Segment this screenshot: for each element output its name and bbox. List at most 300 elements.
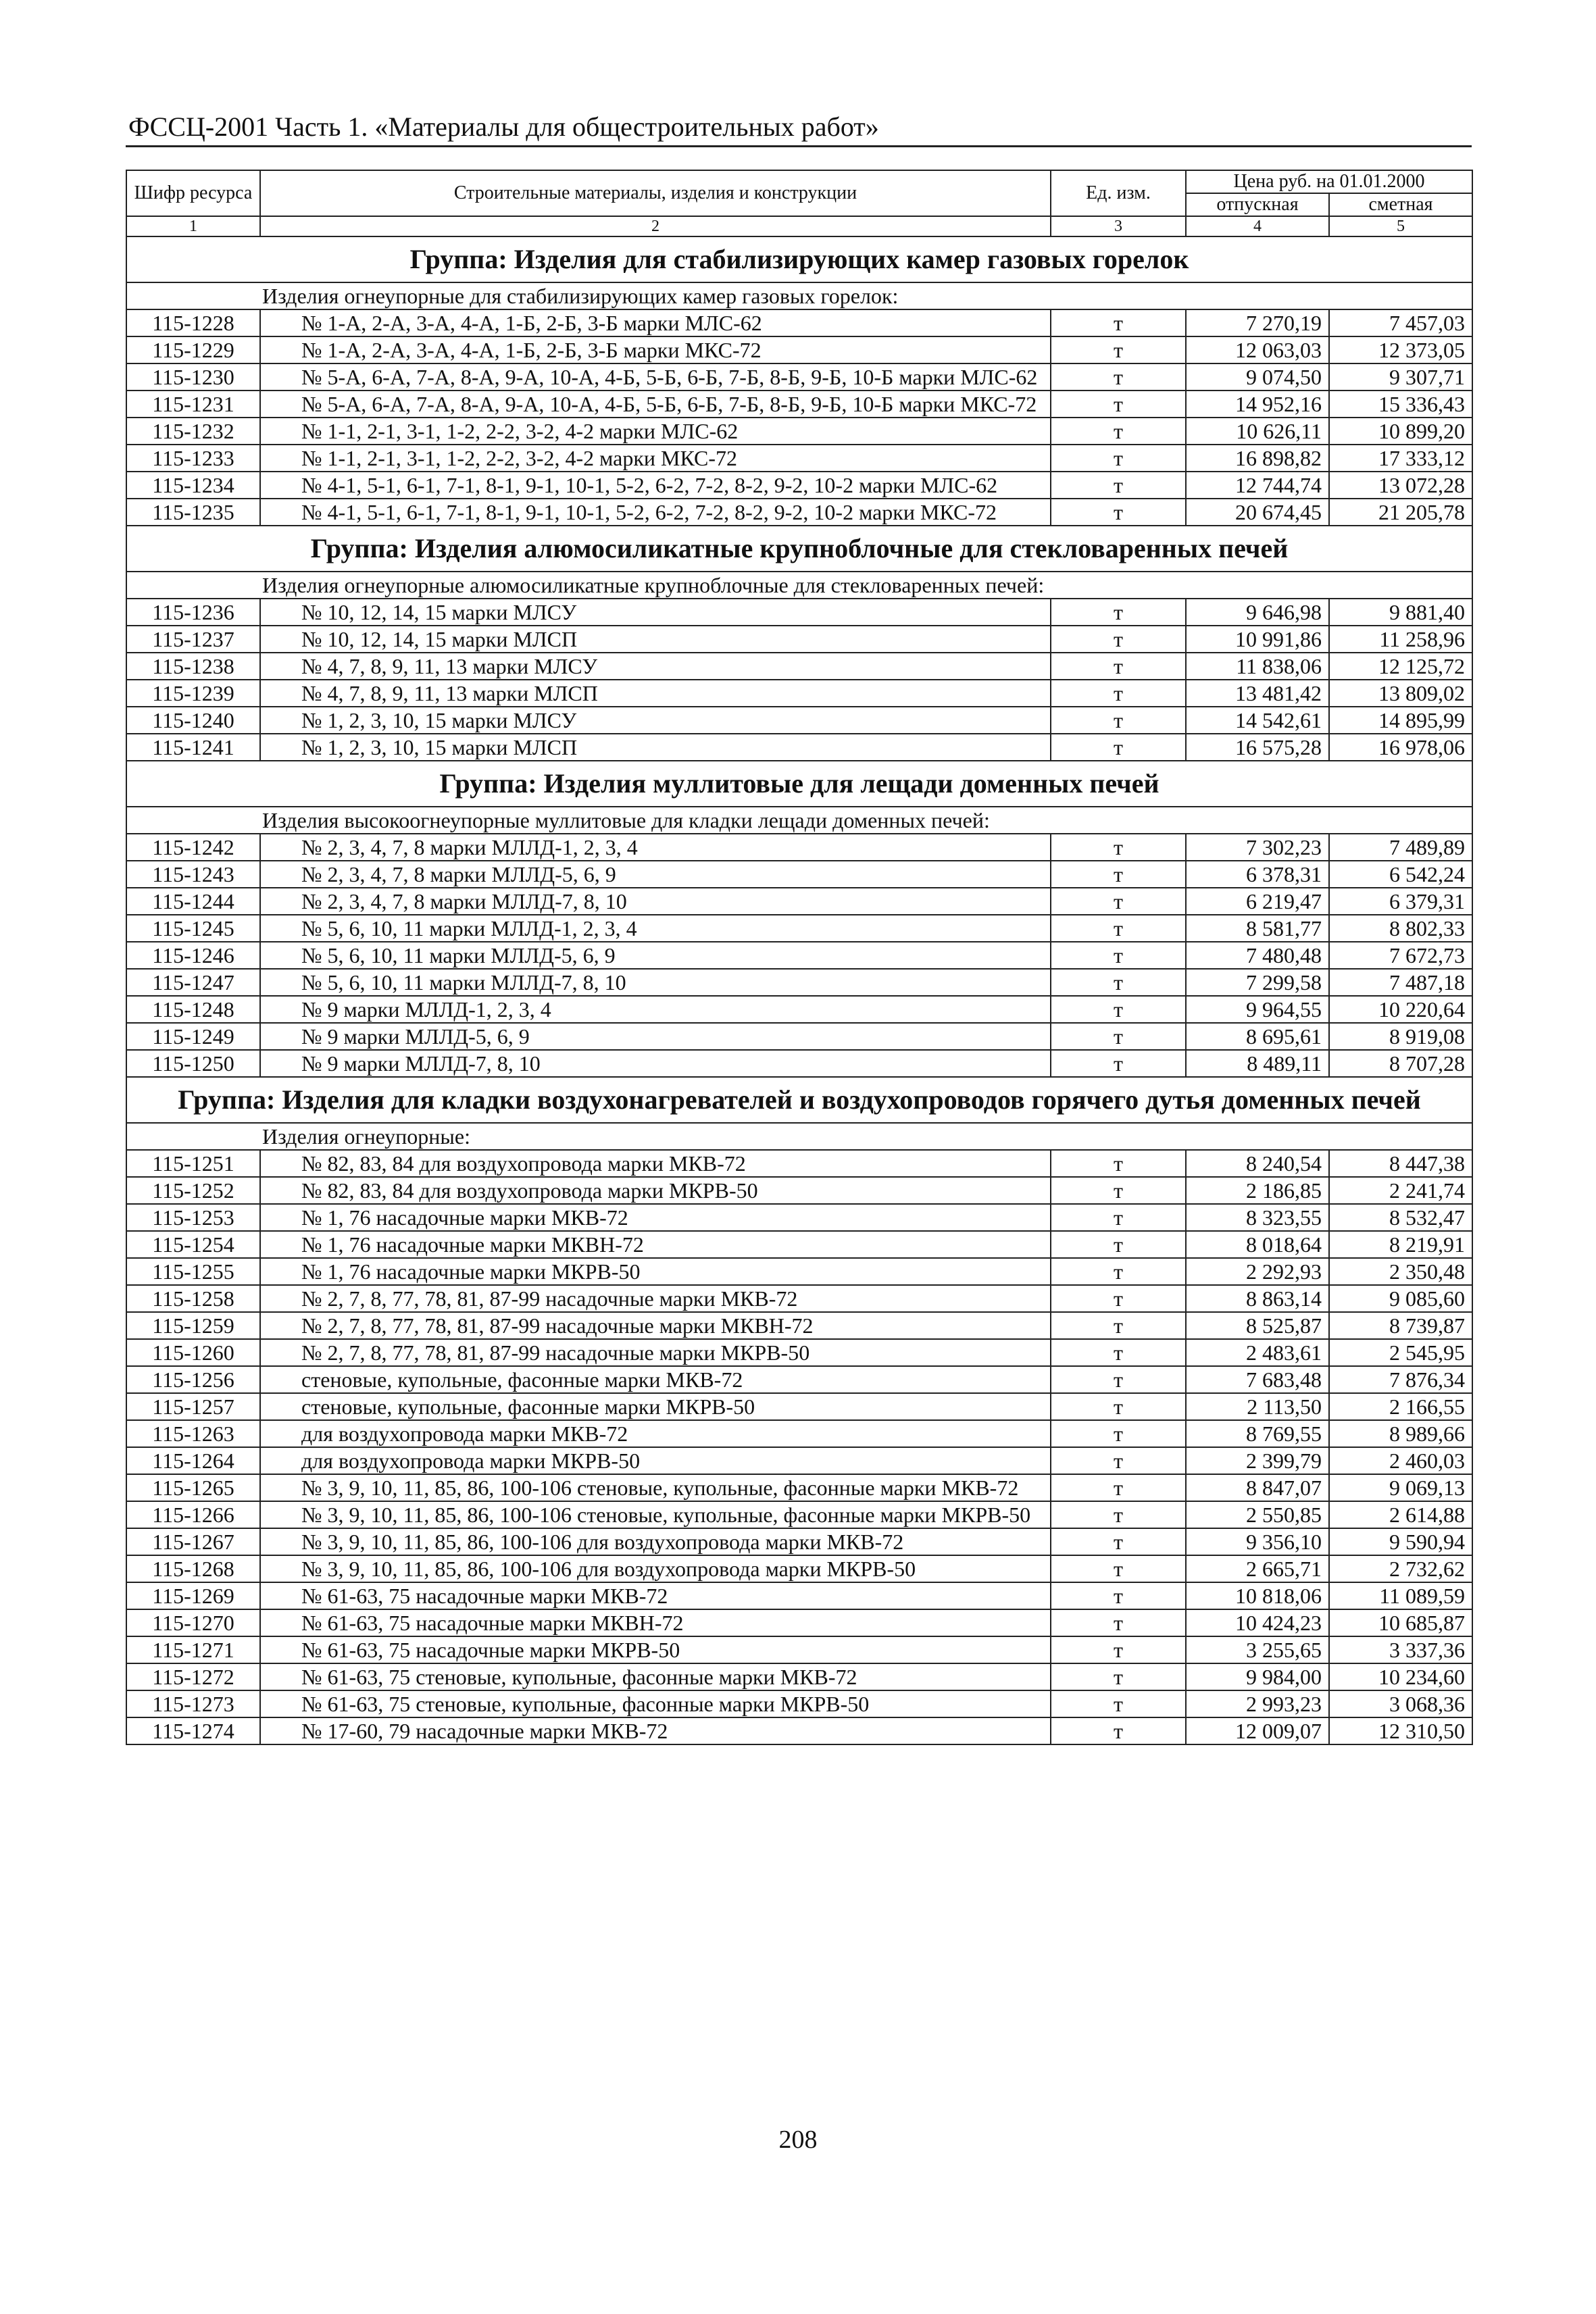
release-price: 2 550,85	[1186, 1501, 1329, 1528]
group-row	[126, 236, 1472, 282]
unit-cell: т	[1051, 499, 1186, 526]
table-row	[126, 1366, 1472, 1393]
table-header-row	[126, 170, 1472, 193]
resource-code: 115-1258	[126, 1285, 260, 1312]
release-price: 7 270,19	[1186, 309, 1329, 336]
unit-cell: т	[1051, 1231, 1186, 1258]
table-row	[126, 363, 1472, 391]
release-price: 9 356,10	[1186, 1528, 1329, 1555]
group-row	[126, 1077, 1472, 1123]
unit-cell: т	[1051, 1023, 1186, 1050]
subheading-text: Изделия огнеупорные алюмосиликатные крупноблочные для стекловаренных печей:	[126, 572, 1472, 599]
unit-cell: т	[1051, 834, 1186, 861]
estimate-price: 7 487,18	[1329, 969, 1472, 996]
estimate-price: 2 545,95	[1329, 1339, 1472, 1366]
resource-code: 115-1240	[126, 707, 260, 734]
unit-cell: т	[1051, 1339, 1186, 1366]
release-price: 12 063,03	[1186, 336, 1329, 363]
material-name: № 1-1, 2-1, 3-1, 1-2, 2-2, 3-2, 4-2 марки МКС-72	[260, 445, 1051, 472]
release-price: 8 863,14	[1186, 1285, 1329, 1312]
table-row	[126, 1474, 1472, 1501]
resource-code: 115-1236	[126, 599, 260, 626]
release-price: 2 665,71	[1186, 1555, 1329, 1582]
resource-code: 115-1245	[126, 915, 260, 942]
resource-code: 115-1246	[126, 942, 260, 969]
table-row	[126, 445, 1472, 472]
resource-code: 115-1248	[126, 996, 260, 1023]
material-name: № 3, 9, 10, 11, 85, 86, 100-106 стеновые, купольные, фасонные марки МКВ-72	[260, 1474, 1051, 1501]
unit-cell: т	[1051, 1663, 1186, 1690]
table-row	[126, 1023, 1472, 1050]
resource-code: 115-1238	[126, 653, 260, 680]
estimate-price: 16 978,06	[1329, 734, 1472, 761]
release-price: 9 074,50	[1186, 363, 1329, 391]
material-name: № 2, 3, 4, 7, 8 марки МЛЛД-5, 6, 9	[260, 861, 1051, 888]
unit-cell: т	[1051, 1501, 1186, 1528]
release-price: 10 818,06	[1186, 1582, 1329, 1609]
table-row	[126, 472, 1472, 499]
material-name: для воздухопровода марки МКРВ-50	[260, 1447, 1051, 1474]
table-row	[126, 1555, 1472, 1582]
resource-code: 115-1239	[126, 680, 260, 707]
unit-cell: т	[1051, 969, 1186, 996]
unit-cell: т	[1051, 861, 1186, 888]
unit-cell: т	[1051, 391, 1186, 418]
column-number: 3	[1051, 216, 1186, 236]
release-price: 8 240,54	[1186, 1150, 1329, 1177]
estimate-price: 2 732,62	[1329, 1555, 1472, 1582]
unit-cell: т	[1051, 418, 1186, 445]
estimate-price: 7 876,34	[1329, 1366, 1472, 1393]
material-name: № 4-1, 5-1, 6-1, 7-1, 8-1, 9-1, 10-1, 5-2, 6-2, 7-2, 8-2, 9-2, 10-2 марки МЛС-62	[260, 472, 1051, 499]
material-name: № 61-63, 75 насадочные марки МКВН-72	[260, 1609, 1051, 1636]
estimate-price: 2 350,48	[1329, 1258, 1472, 1285]
release-price: 16 575,28	[1186, 734, 1329, 761]
table-row	[126, 915, 1472, 942]
group-row	[126, 761, 1472, 807]
material-name: № 1-А, 2-А, 3-А, 4-А, 1-Б, 2-Б, 3-Б марки МЛС-62	[260, 309, 1051, 336]
resource-code: 115-1273	[126, 1690, 260, 1717]
resource-code: 115-1235	[126, 499, 260, 526]
resource-code: 115-1237	[126, 626, 260, 653]
material-name: № 1, 76 насадочные марки МКВН-72	[260, 1231, 1051, 1258]
table-row	[126, 1636, 1472, 1663]
column-number: 5	[1329, 216, 1472, 236]
resource-code: 115-1251	[126, 1150, 260, 1177]
resource-code: 115-1272	[126, 1663, 260, 1690]
release-price: 6 219,47	[1186, 888, 1329, 915]
release-price: 9 646,98	[1186, 599, 1329, 626]
table-row	[126, 1231, 1472, 1258]
resource-code: 115-1255	[126, 1258, 260, 1285]
unit-cell: т	[1051, 653, 1186, 680]
resource-code: 115-1234	[126, 472, 260, 499]
page-number: 208	[778, 2126, 818, 2154]
resource-code: 115-1270	[126, 1609, 260, 1636]
estimate-price: 6 379,31	[1329, 888, 1472, 915]
resource-code: 115-1254	[126, 1231, 260, 1258]
unit-cell: т	[1051, 1312, 1186, 1339]
header-name: Строительные материалы, изделия и конструкции	[260, 170, 1051, 216]
release-price: 2 292,93	[1186, 1258, 1329, 1285]
estimate-price: 10 685,87	[1329, 1609, 1472, 1636]
estimate-price: 8 802,33	[1329, 915, 1472, 942]
material-name: № 3, 9, 10, 11, 85, 86, 100-106 стеновые, купольные, фасонные марки МКРВ-50	[260, 1501, 1051, 1528]
estimate-price: 15 336,43	[1329, 391, 1472, 418]
unit-cell: т	[1051, 1420, 1186, 1447]
unit-cell: т	[1051, 734, 1186, 761]
estimate-price: 6 542,24	[1329, 861, 1472, 888]
unit-cell: т	[1051, 1177, 1186, 1204]
table-row	[126, 1339, 1472, 1366]
estimate-price: 11 089,59	[1329, 1582, 1472, 1609]
column-number-row	[126, 216, 1472, 236]
unit-cell: т	[1051, 599, 1186, 626]
unit-cell: т	[1051, 1582, 1186, 1609]
estimate-price: 8 532,47	[1329, 1204, 1472, 1231]
release-price: 12 009,07	[1186, 1717, 1329, 1744]
table-row	[126, 1528, 1472, 1555]
estimate-price: 9 069,13	[1329, 1474, 1472, 1501]
release-price: 9 964,55	[1186, 996, 1329, 1023]
resource-code: 115-1247	[126, 969, 260, 996]
unit-cell: т	[1051, 915, 1186, 942]
resource-code: 115-1230	[126, 363, 260, 391]
material-name: № 17-60, 79 насадочные марки МКВ-72	[260, 1717, 1051, 1744]
estimate-price: 8 739,87	[1329, 1312, 1472, 1339]
material-name: № 9 марки МЛЛД-7, 8, 10	[260, 1050, 1051, 1077]
material-name: № 2, 3, 4, 7, 8 марки МЛЛД-7, 8, 10	[260, 888, 1051, 915]
release-price: 11 838,06	[1186, 653, 1329, 680]
table-row	[126, 653, 1472, 680]
unit-cell: т	[1051, 1717, 1186, 1744]
unit-cell: т	[1051, 363, 1186, 391]
unit-cell: т	[1051, 1447, 1186, 1474]
table-row	[126, 680, 1472, 707]
estimate-price: 14 895,99	[1329, 707, 1472, 734]
table-row	[126, 336, 1472, 363]
release-price: 8 581,77	[1186, 915, 1329, 942]
unit-cell: т	[1051, 707, 1186, 734]
unit-cell: т	[1051, 1528, 1186, 1555]
table-row	[126, 626, 1472, 653]
group-title: Группа: Изделия для кладки воздухонагревателей и воздухопроводов горячего дутья доменных печей	[126, 1077, 1472, 1123]
resource-code: 115-1228	[126, 309, 260, 336]
material-name: № 61-63, 75 насадочные марки МКВ-72	[260, 1582, 1051, 1609]
price-table	[126, 170, 1473, 1745]
estimate-price: 11 258,96	[1329, 626, 1472, 653]
table-row	[126, 969, 1472, 996]
table-row	[126, 1312, 1472, 1339]
page-header-title: ФССЦ-2001 Часть 1. «Материалы для общестроительных работ»	[128, 111, 879, 142]
unit-cell: т	[1051, 1393, 1186, 1420]
estimate-price: 9 590,94	[1329, 1528, 1472, 1555]
release-price: 10 991,86	[1186, 626, 1329, 653]
estimate-price: 17 333,12	[1329, 445, 1472, 472]
release-price: 8 695,61	[1186, 1023, 1329, 1050]
estimate-price: 7 672,73	[1329, 942, 1472, 969]
release-price: 2 113,50	[1186, 1393, 1329, 1420]
estimate-price: 3 337,36	[1329, 1636, 1472, 1663]
resource-code: 115-1260	[126, 1339, 260, 1366]
estimate-price: 3 068,36	[1329, 1690, 1472, 1717]
material-name: № 10, 12, 14, 15 марки МЛСП	[260, 626, 1051, 653]
release-price: 16 898,82	[1186, 445, 1329, 472]
resource-code: 115-1253	[126, 1204, 260, 1231]
table-row	[126, 1204, 1472, 1231]
material-name: № 5, 6, 10, 11 марки МЛЛД-7, 8, 10	[260, 969, 1051, 996]
header-unit: Ед. изм.	[1051, 170, 1186, 216]
subheading-row	[126, 572, 1472, 599]
material-name: № 3, 9, 10, 11, 85, 86, 100-106 для воздухопровода марки МКВ-72	[260, 1528, 1051, 1555]
column-number: 4	[1186, 216, 1329, 236]
table-row	[126, 734, 1472, 761]
resource-code: 115-1249	[126, 1023, 260, 1050]
resource-code: 115-1266	[126, 1501, 260, 1528]
estimate-price: 9 085,60	[1329, 1285, 1472, 1312]
resource-code: 115-1269	[126, 1582, 260, 1609]
table-row	[126, 1501, 1472, 1528]
estimate-price: 2 166,55	[1329, 1393, 1472, 1420]
estimate-price: 7 489,89	[1329, 834, 1472, 861]
unit-cell: т	[1051, 1636, 1186, 1663]
release-price: 7 683,48	[1186, 1366, 1329, 1393]
release-price: 13 481,42	[1186, 680, 1329, 707]
release-price: 10 424,23	[1186, 1609, 1329, 1636]
material-name: № 5-А, 6-А, 7-А, 8-А, 9-А, 10-А, 4-Б, 5-Б, 6-Б, 7-Б, 8-Б, 9-Б, 10-Б марки МКС-72	[260, 391, 1051, 418]
subheading-row	[126, 282, 1472, 309]
table-row	[126, 707, 1472, 734]
resource-code: 115-1268	[126, 1555, 260, 1582]
estimate-price: 10 234,60	[1329, 1663, 1472, 1690]
unit-cell: т	[1051, 336, 1186, 363]
release-price: 9 984,00	[1186, 1663, 1329, 1690]
unit-cell: т	[1051, 445, 1186, 472]
unit-cell: т	[1051, 472, 1186, 499]
release-price: 2 186,85	[1186, 1177, 1329, 1204]
header-rule	[126, 145, 1472, 147]
estimate-price: 8 919,08	[1329, 1023, 1472, 1050]
release-price: 10 626,11	[1186, 418, 1329, 445]
resource-code: 115-1242	[126, 834, 260, 861]
material-name: № 9 марки МЛЛД-5, 6, 9	[260, 1023, 1051, 1050]
resource-code: 115-1263	[126, 1420, 260, 1447]
release-price: 3 255,65	[1186, 1636, 1329, 1663]
table-row	[126, 996, 1472, 1023]
material-name: № 1, 76 насадочные марки МКРВ-50	[260, 1258, 1051, 1285]
release-price: 7 302,23	[1186, 834, 1329, 861]
table-row	[126, 1177, 1472, 1204]
subheading-text: Изделия огнеупорные для стабилизирующих камер газовых горелок:	[126, 282, 1472, 309]
material-name: № 1-1, 2-1, 3-1, 1-2, 2-2, 3-2, 4-2 марки МЛС-62	[260, 418, 1051, 445]
resource-code: 115-1244	[126, 888, 260, 915]
resource-code: 115-1250	[126, 1050, 260, 1077]
table-row	[126, 499, 1472, 526]
release-price: 8 847,07	[1186, 1474, 1329, 1501]
group-title: Группа: Изделия алюмосиликатные крупноблочные для стекловаренных печей	[126, 526, 1472, 572]
resource-code: 115-1257	[126, 1393, 260, 1420]
material-name: № 1, 76 насадочные марки МКВ-72	[260, 1204, 1051, 1231]
unit-cell: т	[1051, 1609, 1186, 1636]
material-name: № 4, 7, 8, 9, 11, 13 марки МЛСУ	[260, 653, 1051, 680]
resource-code: 115-1252	[126, 1177, 260, 1204]
table-row	[126, 1717, 1472, 1744]
release-price: 14 542,61	[1186, 707, 1329, 734]
header-price-estimate: сметная	[1329, 193, 1472, 216]
resource-code: 115-1241	[126, 734, 260, 761]
column-number: 1	[126, 216, 260, 236]
group-title: Группа: Изделия для стабилизирующих камер газовых горелок	[126, 236, 1472, 282]
table-row	[126, 1690, 1472, 1717]
material-name: № 2, 3, 4, 7, 8 марки МЛЛД-1, 2, 3, 4	[260, 834, 1051, 861]
table-row	[126, 888, 1472, 915]
table-row	[126, 1420, 1472, 1447]
release-price: 2 399,79	[1186, 1447, 1329, 1474]
material-name: № 82, 83, 84 для воздухопровода марки МКРВ-50	[260, 1177, 1051, 1204]
estimate-price: 10 220,64	[1329, 996, 1472, 1023]
table-row	[126, 942, 1472, 969]
unit-cell: т	[1051, 309, 1186, 336]
unit-cell: т	[1051, 888, 1186, 915]
unit-cell: т	[1051, 1285, 1186, 1312]
material-name: № 2, 7, 8, 77, 78, 81, 87-99 насадочные марки МКВН-72	[260, 1312, 1051, 1339]
estimate-price: 13 809,02	[1329, 680, 1472, 707]
table-row	[126, 1582, 1472, 1609]
unit-cell: т	[1051, 1204, 1186, 1231]
estimate-price: 10 899,20	[1329, 418, 1472, 445]
unit-cell: т	[1051, 1050, 1186, 1077]
table-row	[126, 834, 1472, 861]
resource-code: 115-1233	[126, 445, 260, 472]
material-name: № 82, 83, 84 для воздухопровода марки МКВ-72	[260, 1150, 1051, 1177]
release-price: 12 744,74	[1186, 472, 1329, 499]
estimate-price: 9 881,40	[1329, 599, 1472, 626]
release-price: 6 378,31	[1186, 861, 1329, 888]
material-name: № 4, 7, 8, 9, 11, 13 марки МЛСП	[260, 680, 1051, 707]
unit-cell: т	[1051, 942, 1186, 969]
estimate-price: 9 307,71	[1329, 363, 1472, 391]
resource-code: 115-1259	[126, 1312, 260, 1339]
resource-code: 115-1271	[126, 1636, 260, 1663]
estimate-price: 8 707,28	[1329, 1050, 1472, 1077]
unit-cell: т	[1051, 1474, 1186, 1501]
unit-cell: т	[1051, 996, 1186, 1023]
table-row	[126, 861, 1472, 888]
table-row	[126, 1663, 1472, 1690]
resource-code: 115-1264	[126, 1447, 260, 1474]
group-row	[126, 526, 1472, 572]
unit-cell: т	[1051, 680, 1186, 707]
subheading-row	[126, 807, 1472, 834]
release-price: 8 323,55	[1186, 1204, 1329, 1231]
header-price-release: отпускная	[1186, 193, 1329, 216]
resource-code: 115-1231	[126, 391, 260, 418]
table-row	[126, 309, 1472, 336]
resource-code: 115-1274	[126, 1717, 260, 1744]
release-price: 7 480,48	[1186, 942, 1329, 969]
table-row	[126, 418, 1472, 445]
material-name: № 61-63, 75 насадочные марки МКРВ-50	[260, 1636, 1051, 1663]
resource-code: 115-1229	[126, 336, 260, 363]
material-name: № 5, 6, 10, 11 марки МЛЛД-5, 6, 9	[260, 942, 1051, 969]
material-name: № 3, 9, 10, 11, 85, 86, 100-106 для воздухопровода марки МКРВ-50	[260, 1555, 1051, 1582]
unit-cell: т	[1051, 1555, 1186, 1582]
table-row	[126, 1050, 1472, 1077]
estimate-price: 2 241,74	[1329, 1177, 1472, 1204]
release-price: 8 769,55	[1186, 1420, 1329, 1447]
header-price: Цена руб. на 01.01.2000	[1186, 170, 1472, 193]
group-title: Группа: Изделия муллитовые для лещади доменных печей	[126, 761, 1472, 807]
subheading-text: Изделия высокоогнеупорные муллитовые для кладки лещади доменных печей:	[126, 807, 1472, 834]
material-name: № 1, 2, 3, 10, 15 марки МЛСП	[260, 734, 1051, 761]
subheading-row	[126, 1123, 1472, 1150]
resource-code: 115-1267	[126, 1528, 260, 1555]
resource-code: 115-1232	[126, 418, 260, 445]
release-price: 14 952,16	[1186, 391, 1329, 418]
estimate-price: 13 072,28	[1329, 472, 1472, 499]
material-name: № 1-А, 2-А, 3-А, 4-А, 1-Б, 2-Б, 3-Б марки МКС-72	[260, 336, 1051, 363]
estimate-price: 12 125,72	[1329, 653, 1472, 680]
table-row	[126, 1258, 1472, 1285]
unit-cell: т	[1051, 1150, 1186, 1177]
material-name: № 4-1, 5-1, 6-1, 7-1, 8-1, 9-1, 10-1, 5-2, 6-2, 7-2, 8-2, 9-2, 10-2 марки МКС-72	[260, 499, 1051, 526]
estimate-price: 7 457,03	[1329, 309, 1472, 336]
unit-cell: т	[1051, 1258, 1186, 1285]
estimate-price: 2 460,03	[1329, 1447, 1472, 1474]
column-number: 2	[260, 216, 1051, 236]
material-name: № 61-63, 75 стеновые, купольные, фасонные марки МКВ-72	[260, 1663, 1051, 1690]
release-price: 2 993,23	[1186, 1690, 1329, 1717]
release-price: 2 483,61	[1186, 1339, 1329, 1366]
estimate-price: 12 310,50	[1329, 1717, 1472, 1744]
estimate-price: 2 614,88	[1329, 1501, 1472, 1528]
resource-code: 115-1243	[126, 861, 260, 888]
table-row	[126, 1285, 1472, 1312]
table-row	[126, 1609, 1472, 1636]
table-row	[126, 1447, 1472, 1474]
header-code: Шифр ресурса	[126, 170, 260, 216]
material-name: № 2, 7, 8, 77, 78, 81, 87-99 насадочные марки МКРВ-50	[260, 1339, 1051, 1366]
estimate-price: 8 989,66	[1329, 1420, 1472, 1447]
release-price: 8 525,87	[1186, 1312, 1329, 1339]
material-name: № 9 марки МЛЛД-1, 2, 3, 4	[260, 996, 1051, 1023]
subheading-text: Изделия огнеупорные:	[126, 1123, 1472, 1150]
estimate-price: 8 447,38	[1329, 1150, 1472, 1177]
material-name: № 1, 2, 3, 10, 15 марки МЛСУ	[260, 707, 1051, 734]
material-name: стеновые, купольные, фасонные марки МКВ-72	[260, 1366, 1051, 1393]
table-row	[126, 1393, 1472, 1420]
release-price: 8 489,11	[1186, 1050, 1329, 1077]
estimate-price: 8 219,91	[1329, 1231, 1472, 1258]
table-row	[126, 599, 1472, 626]
material-name: № 61-63, 75 стеновые, купольные, фасонные марки МКРВ-50	[260, 1690, 1051, 1717]
material-name: № 10, 12, 14, 15 марки МЛСУ	[260, 599, 1051, 626]
table-row	[126, 1150, 1472, 1177]
material-name: стеновые, купольные, фасонные марки МКРВ-50	[260, 1393, 1051, 1420]
estimate-price: 12 373,05	[1329, 336, 1472, 363]
release-price: 8 018,64	[1186, 1231, 1329, 1258]
estimate-price: 21 205,78	[1329, 499, 1472, 526]
material-name: № 5, 6, 10, 11 марки МЛЛД-1, 2, 3, 4	[260, 915, 1051, 942]
unit-cell: т	[1051, 1366, 1186, 1393]
material-name: № 2, 7, 8, 77, 78, 81, 87-99 насадочные марки МКВ-72	[260, 1285, 1051, 1312]
release-price: 20 674,45	[1186, 499, 1329, 526]
material-name: для воздухопровода марки МКВ-72	[260, 1420, 1051, 1447]
material-name: № 5-А, 6-А, 7-А, 8-А, 9-А, 10-А, 4-Б, 5-Б, 6-Б, 7-Б, 8-Б, 9-Б, 10-Б марки МЛС-62	[260, 363, 1051, 391]
table-row	[126, 391, 1472, 418]
unit-cell: т	[1051, 626, 1186, 653]
release-price: 7 299,58	[1186, 969, 1329, 996]
